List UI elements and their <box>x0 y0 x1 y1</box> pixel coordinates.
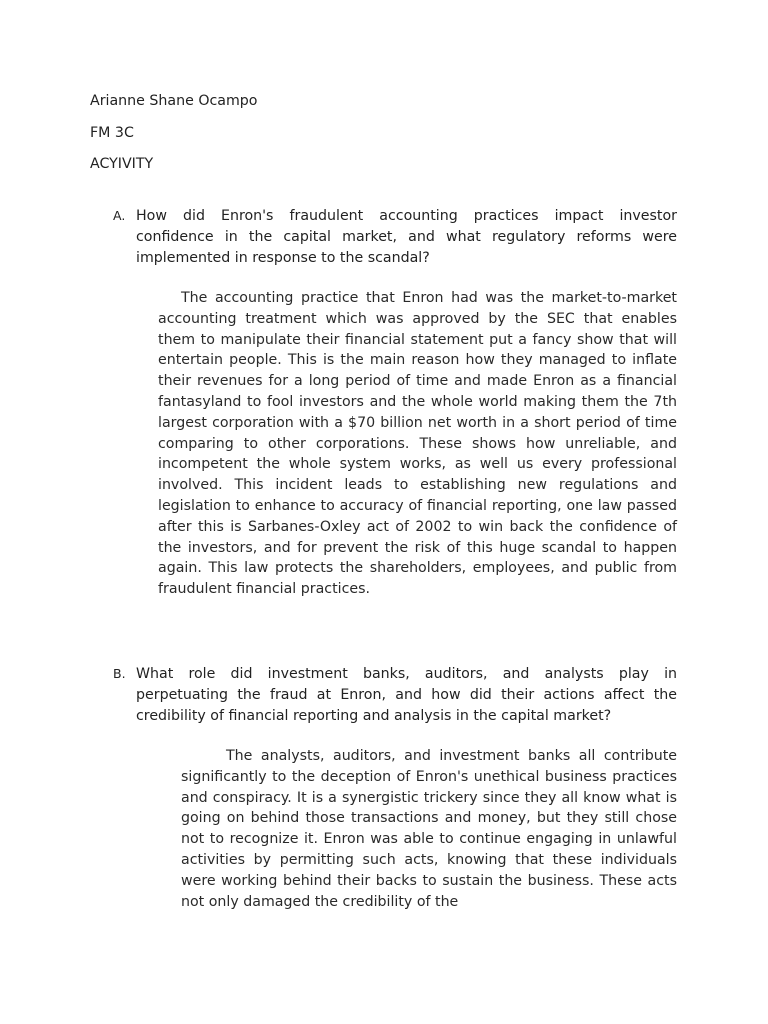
question-marker: A. <box>113 208 126 223</box>
activity-title: ACYIVITY <box>90 156 154 172</box>
question-text: How did Enron's fraudulent accounting practices impact investor confidence in the capital market, and what regulatory reforms were implemented in response to the scandal? <box>136 208 677 266</box>
answer-paragraph: The analysts, auditors, and investment banks all contribute significantly to the deception of Enron's unethical business practices and conspiracy. It is a synergistic trickery since they all know what is going on behind those transactions and money, but they still chose not to recognize it. Enron was able to continue engaging in unlawful activities by permitting such acts, knowing that these individuals were working behind their backs to sustain the business. These acts not only damaged the credibility of the <box>181 748 677 910</box>
question-marker: B. <box>113 666 126 681</box>
class-section: FM 3C <box>90 125 134 141</box>
question-text: What role did investment banks, auditors, and analysts play in perpetuating the fraud at Enron, and how did their actions affect the credibility of financial reporting and analysis in the capital market? <box>136 666 677 724</box>
student-name: Arianne Shane Ocampo <box>90 93 258 109</box>
answer-paragraph: The accounting practice that Enron had was the market-to-market accounting treatment which was approved by the SEC that enables them to manipulate their financial statement put a fancy show that will entertain people. This is the main reason how they managed to inflate their revenues for a long period of time and made Enron as a financial fantasyland to fool investors and the whole world making them the 7th largest corporation with a $70 billion net worth in a short period of time comparing to other corporations. These shows how unreliable, and incompetent the whole system works, as well us every professional involved. This incident leads to establishing new regulations and legislation to enhance to accuracy of financial reporting, one law passed after this is Sarbanes-Oxley act of 2002 to win back the confidence of the investors, and for prevent the risk of this huge scandal to happen again. This law protects the shareholders, employees, and public from fraudulent financial practices. <box>158 290 677 598</box>
